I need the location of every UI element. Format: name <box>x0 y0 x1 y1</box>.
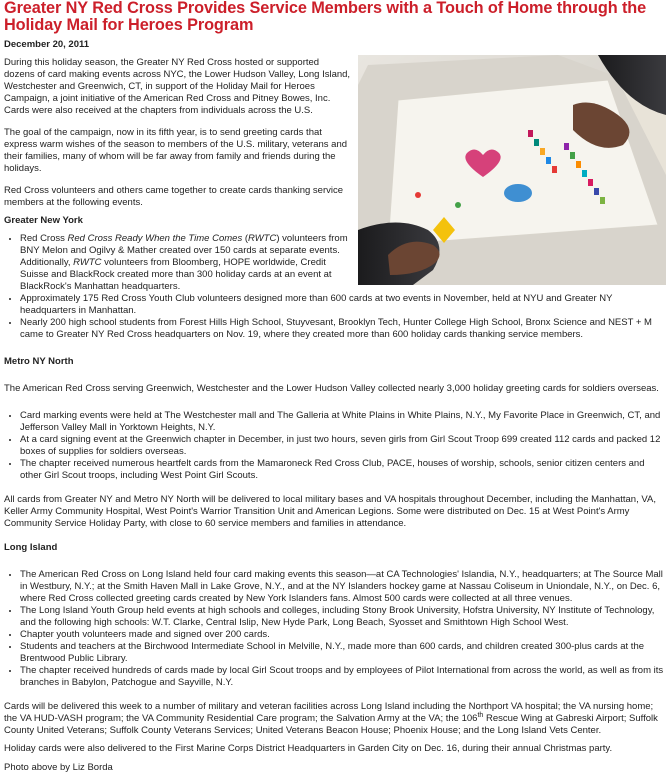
intro-paragraph-1: During this holiday season, the Greater NY Red Cross hosted or supported dozens of card making events across NYC, the Lower Hudson Valley, Long Island, Westchester and Greenwich, CT, in support of the Holiday Mail for Heroes Campaign, a joint initiative of the American Red Cross and Pitney Bowes, Inc. Cards were also received at the chapters from individuals across the U.S. <box>4 57 351 116</box>
card-making-photo <box>358 55 666 285</box>
list-item: • The American Red Cross on Long Island held four card making events this season—at CA Technologies' Islandia, N.Y., headquarters; at The Source Mall in Westbury, N.Y.; at the Smith Haven Mall in Lake Grove, N.Y., and at the NY Islanders hockey game at Nassau Coliseum in Uniondale, N.Y., on Dec. 6, where Red Cross collected greeting cards created by New York Islanders fans. Almost 500 cards were collected at all three venues. <box>20 569 666 605</box>
list-item: • The chapter received hundreds of cards made by local Girl Scout troops and by employees of Pilot International from across the world, as well as from its branches in Babylon, Patchogue and Sayville, N.Y. <box>20 665 666 689</box>
article-title: Greater NY Red Cross Provides Service Members with a Touch of Home through the Holiday Mail for Heroes Program <box>4 0 647 34</box>
metro-north-closing: All cards from Greater NY and Metro NY North will be delivered to local military bases and VA hospitals throughout December, including the Manhattan, VA, Keller Army Community Hospital, West Point's Warrior Transition Unit and American Legions. Some were distributed on Dec. 15 at West Point's Army Community Service Holiday Party, with close to 60 service members and families in attendance. <box>4 494 656 529</box>
blue-oval-shape <box>504 184 532 202</box>
article-photo <box>358 55 666 285</box>
article <box>4 0 666 773</box>
list-item: • Nearly 200 high school students from Forest Hills High School, Stuyvesant, Brooklyn Tech, Hunter College High School, Bronx Science and NEST + M came to Greater NY Red Cross headquarters on Nov. 19, where they created more than 600 holiday cards thanking service members. <box>20 317 666 341</box>
list-item: • Chapter youth volunteers made and signed over 200 cards. <box>20 629 666 641</box>
article-date: December 20, 2011 <box>4 39 90 50</box>
long-island-list <box>4 569 666 689</box>
intro-paragraph-2: The goal of the campaign, now in its fifth year, is to send greeting cards that express warm wishes of the season to members of the U.S. military, veterans and their families, many of whom will be far away from family and friends during the holidays. <box>4 127 348 174</box>
list-item: • Red Cross Red Cross Ready When the Time Comes (RWTC) volunteers from BNY Melon and Ogilvy & Mather created over 150 cards at separate events. Additionally, RWTC volunteers from Bloomberg, HOPE worldwide, Credit Suisse and BlackRock created more than 300 holiday cards at an event at BlackRock's Manhattan headquarters. <box>20 233 666 293</box>
list-item: • Approximately 175 Red Cross Youth Club volunteers designed more than 600 cards at two events in November, held at NYU and Greater NY headquarters in Manhattan. <box>20 293 666 317</box>
red-dot <box>415 192 421 198</box>
section-heading-metro-north: Metro NY North <box>4 356 74 367</box>
metro-north-intro: The American Red Cross serving Greenwich, Westchester and the Lower Hudson Valley collected nearly 3,000 holiday greeting cards for soldiers overseas. <box>4 383 659 394</box>
photo-credit: Photo above by Liz Borda <box>4 762 113 773</box>
marine-corps-paragraph: Holiday cards were also delivered to the First Marine Corps District Headquarters in Garden City on Dec. 16, during their annual Christmas party. <box>4 743 613 754</box>
section-heading-greater-ny: Greater New York <box>4 215 83 226</box>
list-item: • Card marking events were held at The Westchester mall and The Galleria at White Plains in White Plains, N.Y., My Favorite Place in Greenwich, CT, and Jefferson Valley Mall in Yorktown Heights, N.Y. <box>20 410 666 434</box>
list-item: • Students and teachers at the Birchwood Intermediate School in Melville, N.Y., made more than 600 cards, and children created 300-plus cards at the Brentwood Public Library. <box>20 641 666 665</box>
list-item: • At a card signing event at the Greenwich chapter in December, in just two hours, seven girls from Girl Scout Troop 699 created 112 cards and packed 12 boxes of supplies for soldiers overseas. <box>20 434 666 458</box>
list-item: • The Long Island Youth Group held events at high schools and colleges, including Stony Brook University, Hofstra University, NY Institute of Technology, and the following high schools: W.T. Clarke, Central Islip, New Hyde Park, Long Beach, Syosset and Smithtown High School West. <box>20 605 666 629</box>
intro-paragraph-3: Red Cross volunteers and others came together to create cards thanking service members at the following events. <box>4 185 344 208</box>
long-island-delivery: Cards will be delivered this week to a number of military and veteran facilities across Long Island including the Northport VA hospital; the VA nursing home; the VA HUD-VASH program; the VA Community Residential Care program; the Salvation Army at the VA; the 106th Rescue Wing at Gabreski Airport; Suffolk County United Veterans; Suffolk County Veterans Services; United Veterans Beacon House; Phoenix House; and the Long Island Vets Center. <box>4 701 658 736</box>
metro-north-list <box>4 410 666 482</box>
section-heading-long-island: Long Island <box>4 542 58 553</box>
list-item: • The chapter received numerous heartfelt cards from the Mamaroneck Red Cross Club, PACE, houses of worship, schools, senior citizen centers and other Girl Scout troops, including West Point Girl Scouts. <box>20 458 666 482</box>
green-dot <box>455 202 461 208</box>
